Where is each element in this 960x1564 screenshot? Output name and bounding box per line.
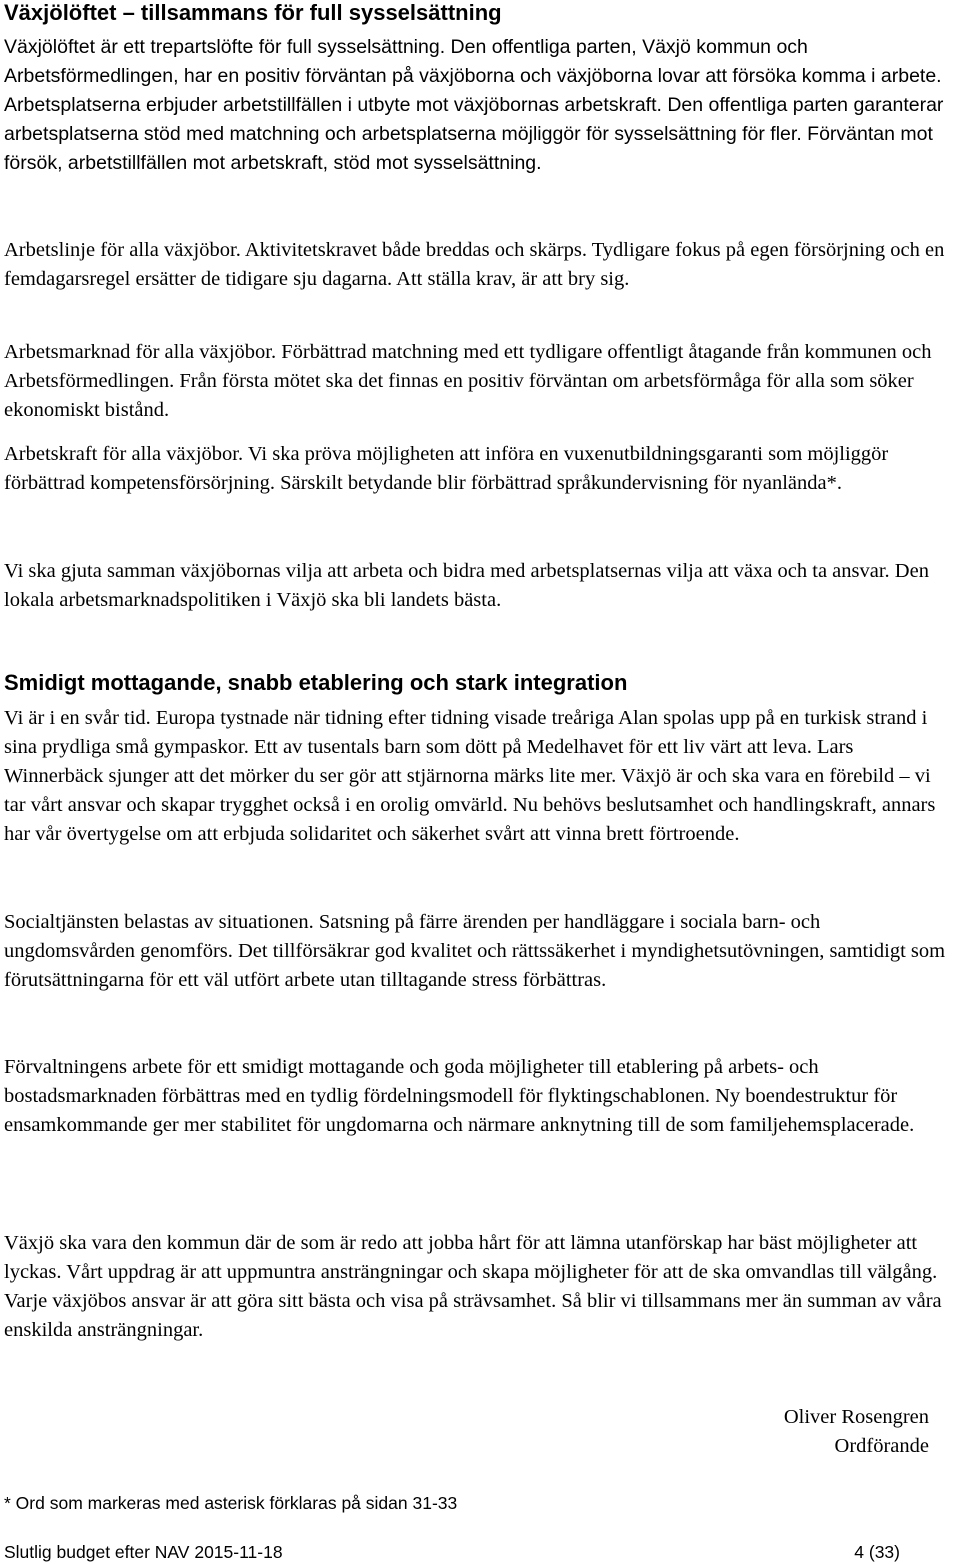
paragraph-arbetsmarknad: Arbetsmarknad för alla växjöbor. Förbättrad matchning med ett tydligare offentligt åtagande från kommunen och Arbetsförmedlingen. Från första mötet ska det finnas en positiv förväntan om arbetsförmåga för alla som söker ekonomiskt bistånd. [4,341,932,421]
paragraph-socialtjansten: Socialtjänsten belastas av situationen. Satsning på färre ärenden per handläggare i sociala barn- och ungdomsvården genomförs. Det tillförsäkrar god kvalitet och rättssäkerhet i myndighetsutövningen, samtidigt som förutsättningarna för ett väl utfört arbete utan tilltagande stress förbättras. [4,911,946,991]
signature-name: Oliver Rosengren [783,1406,929,1428]
footnote: * Ord som markeras med asterisk förklaras på sidan 31-33 [4,1493,458,1513]
paragraph-vaxjo-ska-vara: Växjö ska vara den kommun där de som är redo att jobba hårt för att lämna utanförskap har bäst möjligheter att lyckas. Vårt uppdrag är att uppmuntra ansträngningar och skapa möjligheter för att de ska omvandlas till välgång. Varje växjöbos ansvar är att göra sitt bästa och visa på strävsamhet. Så blir vi tillsammans mer än summan av våra enskilda ansträngningar. [4,1232,942,1341]
section-heading-vaxjolöftet: Växjölöftet – tillsammans för full sysselsättning [4,0,502,25]
signature-block [784,1403,929,1461]
signature-role: Ordförande [834,1435,929,1457]
footer-page-number: 4 (33) [854,1542,900,1562]
paragraph-arbetslinje: Arbetslinje för alla växjöbor. Aktivitetskravet både breddas och skärps. Tydligare fokus på egen försörjning och en femdagarsregel ersätter de tidigare sju dagarna. Att ställa krav, är att bry sig. [4,239,945,290]
paragraph-vaxjolöftet-intro: Växjölöftet är ett trepartslöfte för full sysselsättning. Den offentliga parten, Växjö kommun och Arbetsförmedlingen, har en positiv förväntan på växjöborna och växjöborna lovar att försöka komma i arbete. Arbetsplatserna erbjuder arbetstillfällen i utbyte mot växjöbornas arbetskraft. Den offentliga parten garanterar arbetsplatserna stöd med matchning och arbetsplatserna möjliggör för sysselsättning för fler. Förväntan mot försök, arbetstillfällen mot arbetskraft, stöd mot sysselsättning. [4,36,944,174]
paragraph-svar-tid: Vi är i en svår tid. Europa tystnade när tidning efter tidning visade treåriga Alan spolas upp på en turkisk strand i sina prydliga små gympaskor. Ett av tusentals barn som dött på Medelhavet för ett liv värt att leva. Lars Winnerbäck sjunger att det mörker du ser gör att stjärnorna märks lite mer. Växjö är och ska vara en förebild – vi tar vårt ansvar och skapar trygghet också i en orolig omvärld. Nu behövs beslutsamhet och handlingskraft, annars har vår övertygelse om att erbjuda solidaritet och säkerhet svårt att vinna brett förtroende. [4,707,936,845]
paragraph-arbetskraft: Arbetskraft för alla växjöbor. Vi ska pröva möjligheten att införa en vuxenutbildningsgaranti som möjliggör förbättrad kompetensförsörjning. Särskilt betydande blir förbättrad språkundervisning för nyanlända*. [4,443,889,494]
section-heading-mottagande: Smidigt mottagande, snabb etablering och stark integration [4,670,628,695]
footer-document-title: Slutlig budget efter NAV 2015-11-18 [4,1542,283,1562]
paragraph-gjuta-samman: Vi ska gjuta samman växjöbornas vilja att arbeta och bidra med arbetsplatsernas vilja att växa och ta ansvar. Den lokala arbetsmarknadspolitiken i Växjö ska bli landets bästa. [4,560,929,611]
paragraph-forvaltningens-arbete: Förvaltningens arbete för ett smidigt mottagande och goda möjligheter till etablering på arbets- och bostadsmarknaden förbättras med en tydlig fördelningsmodell för flyktingschablonen. Ny boendestruktur för ensamkommande ger mer stabilitet för ungdomarna och närmare anknytning till de som familjehemsplacerade. [4,1056,915,1136]
